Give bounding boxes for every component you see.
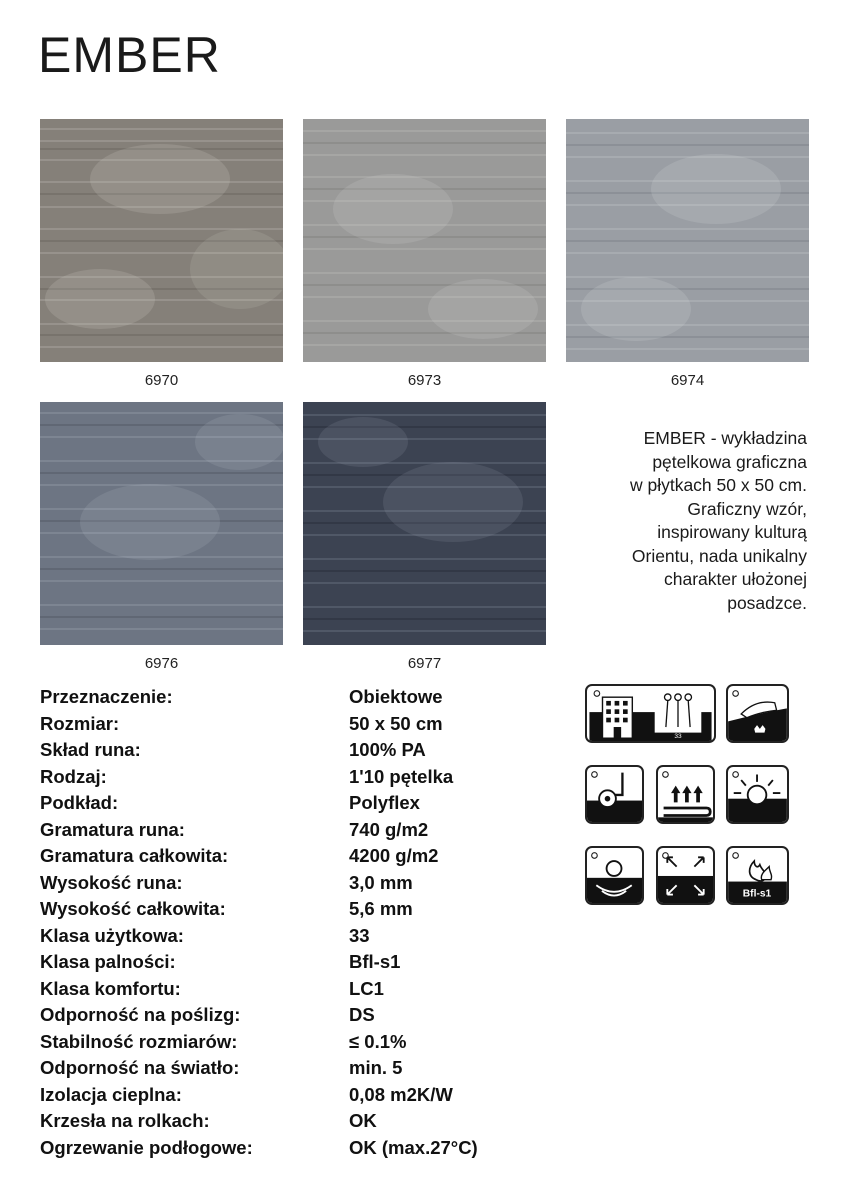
spec-value: DS [349, 1004, 375, 1025]
description-line: Orientu, nada unikalny [631, 545, 807, 566]
spec-label: Izolacja cieplna: [40, 1083, 182, 1105]
spec-row [40, 739, 478, 766]
spec-row [40, 686, 478, 713]
spec-value: 3,0 mm [349, 871, 413, 893]
thermal-insulation-icon [585, 846, 644, 905]
spec-value: OK (max.27°C) [349, 1136, 478, 1158]
swatch-6974 [566, 119, 809, 362]
spec-value: ≤ 0.1% [349, 1030, 407, 1052]
spec-label: Skład runa: [40, 739, 141, 760]
swatch-6973 [303, 119, 546, 362]
comfort-class-icon [726, 684, 789, 743]
spec-value: Bfl-s1 [349, 951, 401, 972]
spec-value: 100% PA [349, 739, 426, 760]
spec-label: Rodzaj: [40, 765, 107, 787]
description-line: pętelkowa graficzna [652, 451, 807, 472]
swatch-code: 6974 [670, 372, 705, 389]
description-line: inspirowany kulturą [657, 522, 807, 542]
spec-label: Wysokość runa: [40, 871, 183, 893]
spec-row [40, 819, 478, 846]
spec-row [40, 951, 478, 978]
swatch-6970 [40, 119, 283, 362]
spec-value: min. 5 [349, 1057, 403, 1078]
spec-value: 5,6 mm [349, 898, 413, 919]
spec-value: 0,08 m2K/W [349, 1083, 453, 1105]
description-line: w płytkach 50 x 50 cm. [629, 475, 807, 495]
spec-row [40, 766, 478, 793]
description-line: posadzce. [727, 592, 807, 613]
spec-label: Podkład: [40, 792, 119, 813]
swatch-6977 [303, 402, 546, 645]
spec-row [40, 845, 478, 872]
spec-row [40, 1084, 478, 1111]
light-fastness-icon [726, 765, 789, 824]
spec-row [40, 1110, 478, 1137]
spec-table [40, 686, 478, 1163]
spec-label: Przeznaczenie: [40, 686, 173, 707]
spec-value: 1'10 pętelka [349, 765, 454, 787]
spec-label: Wysokość całkowita: [40, 898, 226, 919]
usage-class-label: 33 [674, 733, 682, 741]
spec-row [40, 1004, 478, 1031]
spec-label: Gramatura całkowita: [40, 845, 229, 866]
swatch-code: 6970 [144, 372, 179, 389]
dimensional-stability-icon [656, 846, 715, 905]
fire-class-label: Bfl-s1 [742, 888, 772, 900]
spec-label: Klasa palności: [40, 951, 176, 972]
spec-value: Polyflex [349, 792, 420, 813]
underfloor-heating-icon [656, 765, 715, 824]
swatch-code: 6977 [407, 655, 442, 672]
castor-chair-icon [585, 765, 644, 824]
spec-value: 4200 g/m2 [349, 845, 439, 866]
spec-row [40, 978, 478, 1005]
spec-row [40, 1137, 478, 1164]
spec-label: Odporność na poślizg: [40, 1004, 241, 1025]
spec-label: Rozmiar: [40, 712, 120, 734]
spec-value: LC1 [349, 977, 384, 999]
spec-value: OK [349, 1110, 377, 1131]
product-description [537, 427, 807, 615]
swatch-6976 [40, 402, 283, 645]
page-title: EMBER [38, 27, 221, 83]
spec-label: Gramatura runa: [40, 818, 185, 840]
swatch-code: 6973 [407, 372, 442, 389]
spec-row [40, 792, 478, 819]
commercial-use-class-icon [585, 684, 716, 743]
spec-label: Ogrzewanie podłogowe: [40, 1136, 253, 1158]
spec-row [40, 1031, 478, 1058]
description-line: Graficzny wzór, [687, 498, 807, 519]
description-line: EMBER - wykładzina [643, 428, 807, 448]
spec-value: 50 x 50 cm [349, 712, 443, 734]
description-line: charakter ułożonej [664, 569, 807, 589]
swatch-code: 6976 [144, 655, 179, 672]
spec-label: Klasa komfortu: [40, 977, 181, 999]
fire-class-icon [726, 846, 789, 905]
spec-value: 740 g/m2 [349, 818, 429, 840]
spec-row [40, 898, 478, 925]
spec-row [40, 1057, 478, 1084]
spec-row [40, 925, 478, 952]
spec-label: Krzesła na rolkach: [40, 1110, 210, 1131]
spec-row [40, 872, 478, 899]
spec-value: Obiektowe [349, 686, 443, 707]
spec-row [40, 713, 478, 740]
spec-value: 33 [349, 924, 370, 946]
spec-label: Klasa użytkowa: [40, 924, 184, 946]
spec-label: Stabilność rozmiarów: [40, 1030, 238, 1052]
spec-label: Odporność na światło: [40, 1057, 240, 1078]
